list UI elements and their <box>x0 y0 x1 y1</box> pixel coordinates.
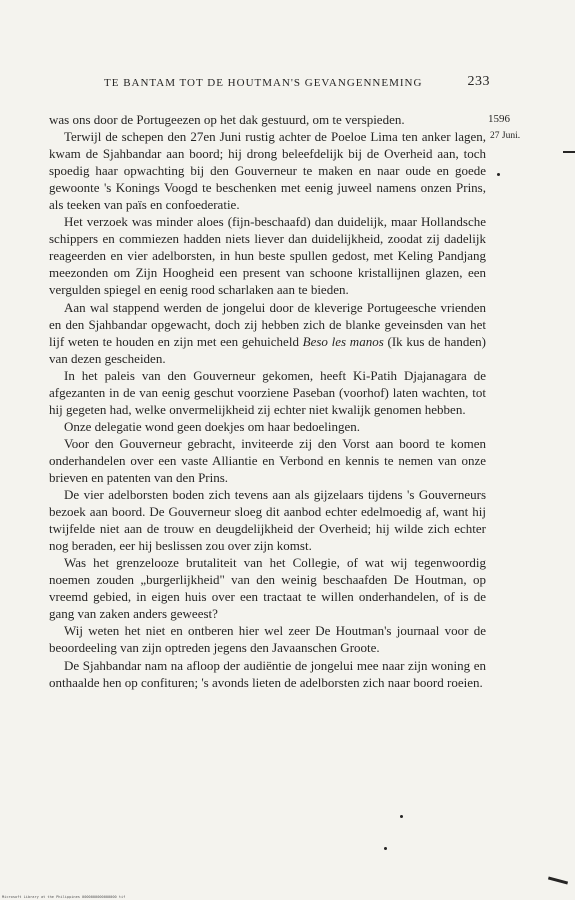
paragraph-11: De Sjahbandar nam na afloop der audiëntie de jongelui mee naar zijn woning en onthaalde hen op confituren; 's avonds lieten de adelborsten zich naar boord roeien. <box>49 657 486 690</box>
running-header <box>104 74 490 94</box>
paragraph-4-text: Aan wal stappend werden de jongelui door de kleverige Portugeesche vrienden en den Sjahbandar opgewacht, doch zij hebben zich de blanke geveinsden van het lijf weten te houden en zijn met een gehuicheld <box>49 299 486 349</box>
scan-speck <box>497 173 500 176</box>
scan-speck <box>400 815 403 818</box>
paragraph-5: In het paleis van den Gouverneur gekomen, heeft Ki-Patih Djajanagara de afgezanten in de van eenig geschut voorziene Paseban (voorhof) laten wachten, tot hij gegeten had, welke onvermelijkheid zij echter niet kwalijk genomen hebben. <box>49 367 486 417</box>
paragraph-3: Het verzoek was minder aloes (fijn-beschaafd) dan duidelijk, maar Hollandsche schippers en commiezen hadden niets liever dan duidelijkheid, zoodat zij dadelijk reageerden en vier adelborsten, in hun beste spullen gedost, met Keling Pandjang meezonden om Zijn Hoogheid een present van schoone kristallijnen glazen, een vergulden spiegel en eenig rood scharlaken aan te bieden. <box>49 214 486 298</box>
paragraph-4 <box>49 299 486 367</box>
paragraph-10: Wij weten het niet en ontberen hier wel zeer De Houtman's journaal voor de beoordeeling van zijn optreden jegens den Javaanschen Groote. <box>49 623 486 656</box>
page-number: 233 <box>467 74 490 89</box>
scan-speck <box>384 847 387 850</box>
margin-note-year: 1596 <box>488 113 510 125</box>
body-text <box>49 111 486 691</box>
paragraph-8: De vier adelborsten boden zich tevens aan als gijzelaars tijdens 's Gouverneurs bezoek aan boord. De Gouverneur sloeg dit aanbod echter edelmoedig af, want hij twijfelde niet aan de trouw en deugdelijkheid der Overheid; hij wilde zich echter nog beraden, eer hij beslissen zou over zijn komst. <box>49 487 486 554</box>
paragraph-2: Terwijl de schepen den 27en Juni rustig achter de Poeloe Lima ten anker lagen, kwam de Sjahbandar aan boord; hij drong beleefdelijk bij de Overheid aan, toch spoedig haar opwachting bij den Gouverneur te maken en naar oude en goede gewoonte 's Konings Voogd te beschenken met eenig juweel namens onzen Prins, als teeken van païs en confoederatie. <box>49 129 486 213</box>
scan-mark-edge <box>563 151 575 153</box>
paragraph-7: Voor den Gouverneur gebracht, inviteerde zij den Vorst aan boord te komen onderhandelen over een vaste Alliantie en Verbond en kennis te nemen van onze brieven en patenten van den Prins. <box>49 435 486 485</box>
paragraph-4-tail: (Ik kus de handen) van dezen gescheiden. <box>49 333 486 366</box>
paragraph-6: Onze delegatie wond geen doekjes om haar bedoelingen. <box>64 418 360 434</box>
scan-footer: Microsoft Library at the Philippines 0000000000000000 tif <box>2 895 126 899</box>
scan-mark-corner <box>548 876 568 884</box>
margin-note-date: 27 Juni. <box>490 131 521 141</box>
running-title: TE BANTAM TOT DE HOUTMAN'S GEVANGENNEMING <box>104 77 423 89</box>
paragraph-1: was ons door de Portugeezen op het dak gestuurd, om te verspieden. <box>49 112 405 127</box>
italic-phrase: Beso les manos <box>302 333 384 349</box>
paragraph-9: Was het grenzelooze brutaliteit van het Collegie, of wat wij tegenwoordig noemen zouden „burgerlijkheid" van den weinig beschaafden De Houtman, op vreemd gebied, in eigen huis over een tractaat te willen onderhandelen, of is de gang van zaken anders geweest? <box>49 555 486 622</box>
